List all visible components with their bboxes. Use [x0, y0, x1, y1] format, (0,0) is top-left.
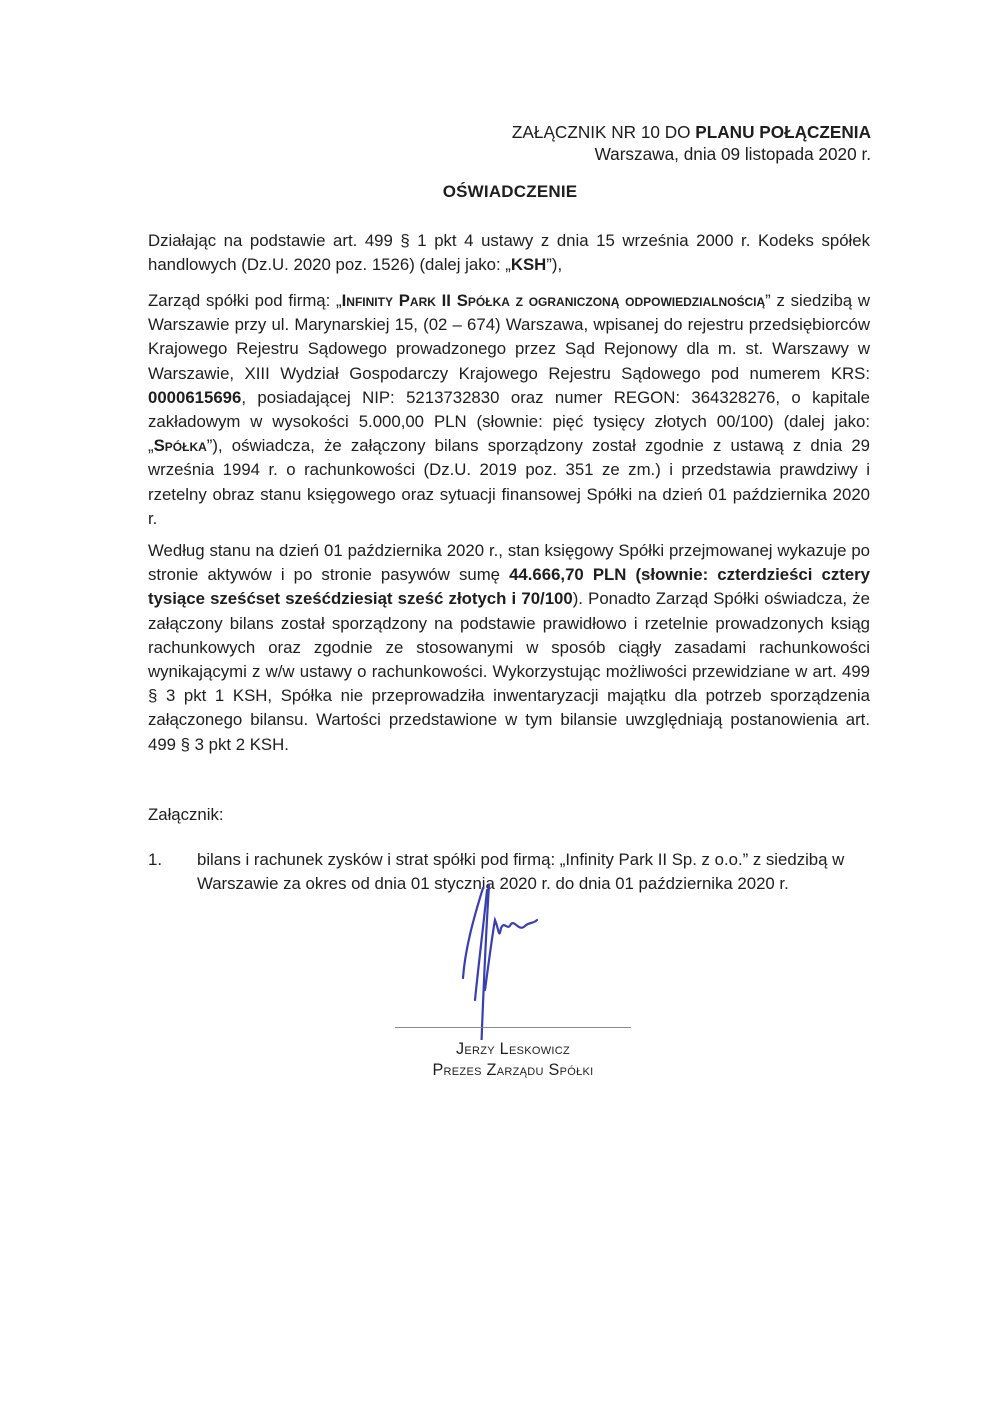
paragraph-text: Działając na podstawie art. 499 § 1 pkt 4 ustawy z dnia 15 września 2000 r. Kodeks spółek handlowych (Dz.U. 2020 poz. 1526) (dalej jako: „: [148, 231, 870, 275]
signatory-name: Jerzy Leskowicz: [455, 1040, 571, 1058]
ksh-abbrev: KSH: [510, 255, 547, 275]
krs-number: 0000615696: [148, 387, 242, 407]
paragraph-text: ” z siedzibą w Warszawie przy ul. Marynarskiej 15, (02 – 674) Warszawa, wpisanej do rejestru przedsiębiorców Krajowego Rejestru Sądowego prowadzonego przez Sąd Rejonowy dla m. st. Warszawy w Warszawie, XIII Wydział Gospodarczy Krajowego Rejestru Sądowego pod numerem KRS:: [148, 291, 870, 383]
handwritten-signature: [455, 880, 555, 1040]
company-name: Infinity Park II Spółka z ograniczoną odpowiedzialnością: [341, 291, 766, 310]
paragraph-legal-basis: [148, 229, 870, 277]
paragraph-board-declaration: [148, 289, 870, 531]
document-title: OŚWIADCZENIE: [442, 182, 578, 201]
paragraph-text: Zarząd spółki pod firmą: „: [148, 291, 342, 310]
paragraph-balance-statement: [148, 539, 870, 757]
company-short-name: Spółka: [153, 436, 207, 456]
annex-heading-prefix: ZAŁĄCZNIK NR 10 DO: [511, 122, 696, 142]
signatory-role: Prezes Zarządu Spółki: [432, 1061, 594, 1079]
attachment-text: bilans i rachunek zysków i strat spółki pod firmą: „Infinity Park II Sp. z o.o.” z siedzibą w Warszawie za okres od dnia 01 stycznia 2020 r. do dnia 01 października 2020 r.: [197, 850, 845, 894]
attachment-number: 1.: [148, 850, 162, 869]
paragraph-text: ”), oświadcza, że załączony bilans sporządzony został zgodnie z ustawą z dnia 29 września 1994 r. o rachunkowości (Dz.U. 2019 poz. 351 ze zm.) i przedstawia prawdziwy i rzetelny obraz stanu księgowego oraz sytuacji finansowej Spółki na dzień 01 października 2020 r.: [148, 436, 870, 528]
attachments-label: Załącznik:: [148, 805, 224, 824]
place-date: Warszawa, dnia 09 listopada 2020 r.: [594, 144, 871, 164]
paragraph-text: Według stanu na dzień 01 października 2020 r., stan księgowy Spółki przejmowanej wykazuje po stronie aktywów i po stronie pasywów sumę: [148, 541, 870, 585]
paragraph-text: , posiadającej NIP: 5213732830 oraz numer REGON: 364328276, o kapitale zakładowym w wysokości 5.000,00 PLN (słownie: pięć tysięcy złotych 00/100) (dalej jako: „: [148, 387, 870, 456]
annex-heading-bold: PLANU POŁĄCZENIA: [695, 122, 871, 142]
annex-heading: [512, 121, 871, 143]
paragraph-text: ). Ponadto Zarząd Spółki oświadcza, że załączony bilans został sporządzony na podstawie prawidłowo i rzetelnie prowadzonych ksiąg rachunkowych oraz zgodnie ze stosowanymi w sposób ciągły zasadami rachunkowości wynikającymi z w/w ustawy o rachunkowości. Wykorzystując możliwości przewidziane w art. 499 § 3 pkt 1 KSH, Spółka nie przeprowadziła inwentaryzacji majątku dla potrzeb sporządzenia załączonego bilansu. Wartości przedstawione w tym bilansie uwzględniają postanowienia art. 499 § 3 pkt 2 KSH.: [148, 589, 870, 754]
balance-amount: 44.666,70 PLN (słownie: czterdzieści cztery tysiące sześćset sześćdziesiąt sześć złotych i 70/100: [148, 565, 870, 609]
paragraph-text: ”),: [546, 255, 563, 275]
signature-line: [395, 1027, 631, 1028]
